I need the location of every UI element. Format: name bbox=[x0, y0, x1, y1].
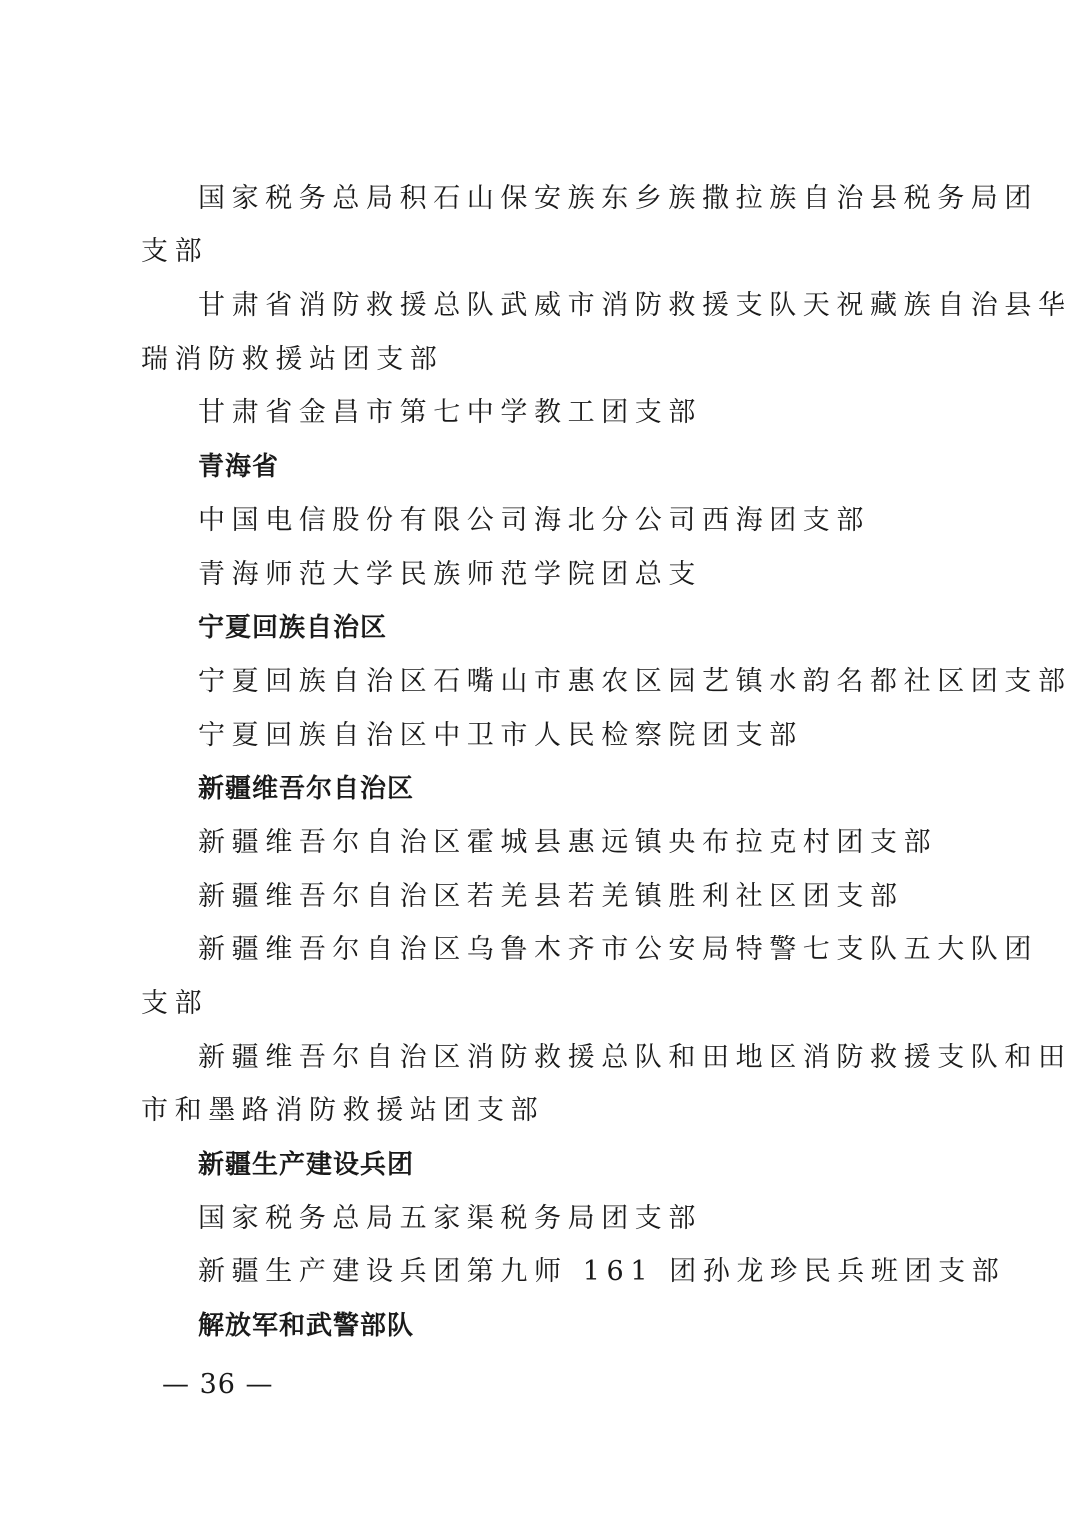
section-heading-ningxia: 宁夏回族自治区 bbox=[198, 613, 388, 643]
section-heading-army: 解放军和武警部队 bbox=[198, 1311, 415, 1341]
list-item-continuation: 支部 bbox=[141, 236, 209, 267]
list-item-continuation: 支部 bbox=[141, 988, 209, 1019]
list-item: 新疆生产建设兵团第九师 161 团孙龙珍民兵班团支部 bbox=[198, 1256, 1006, 1287]
list-item: 新疆维吾尔自治区乌鲁木齐市公安局特警七支队五大队团 bbox=[198, 934, 1038, 965]
section-heading-bingtuan: 新疆生产建设兵团 bbox=[198, 1150, 415, 1180]
list-item-continuation: 瑞消防救援站团支部 bbox=[141, 344, 444, 375]
section-heading-qinghai: 青海省 bbox=[198, 452, 280, 482]
list-item: 甘肃省金昌市第七中学教工团支部 bbox=[198, 397, 702, 428]
list-item: 青海师范大学民族师范学院团总支 bbox=[198, 559, 702, 590]
list-item: 宁夏回族自治区中卫市人民检察院团支部 bbox=[198, 720, 803, 751]
list-item: 甘肃省消防救援总队武威市消防救援支队天祝藏族自治县华 bbox=[198, 290, 1072, 321]
section-heading-xinjiang: 新疆维吾尔自治区 bbox=[198, 774, 415, 804]
list-item: 新疆维吾尔自治区消防救援总队和田地区消防救援支队和田 bbox=[198, 1042, 1072, 1073]
list-item: 新疆维吾尔自治区霍城县惠远镇央布拉克村团支部 bbox=[198, 827, 938, 858]
page-number: — 36 — bbox=[162, 1369, 274, 1400]
list-item: 国家税务总局五家渠税务局团支部 bbox=[198, 1203, 702, 1234]
list-item: 宁夏回族自治区石嘴山市惠农区园艺镇水韵名都社区团支部 bbox=[198, 666, 1072, 697]
list-item-continuation: 市和墨路消防救援站团支部 bbox=[141, 1095, 545, 1126]
list-item: 中国电信股份有限公司海北分公司西海团支部 bbox=[198, 505, 870, 536]
list-item: 新疆维吾尔自治区若羌县若羌镇胜利社区团支部 bbox=[198, 881, 904, 912]
list-item: 国家税务总局积石山保安族东乡族撒拉族自治县税务局团 bbox=[198, 183, 1038, 214]
